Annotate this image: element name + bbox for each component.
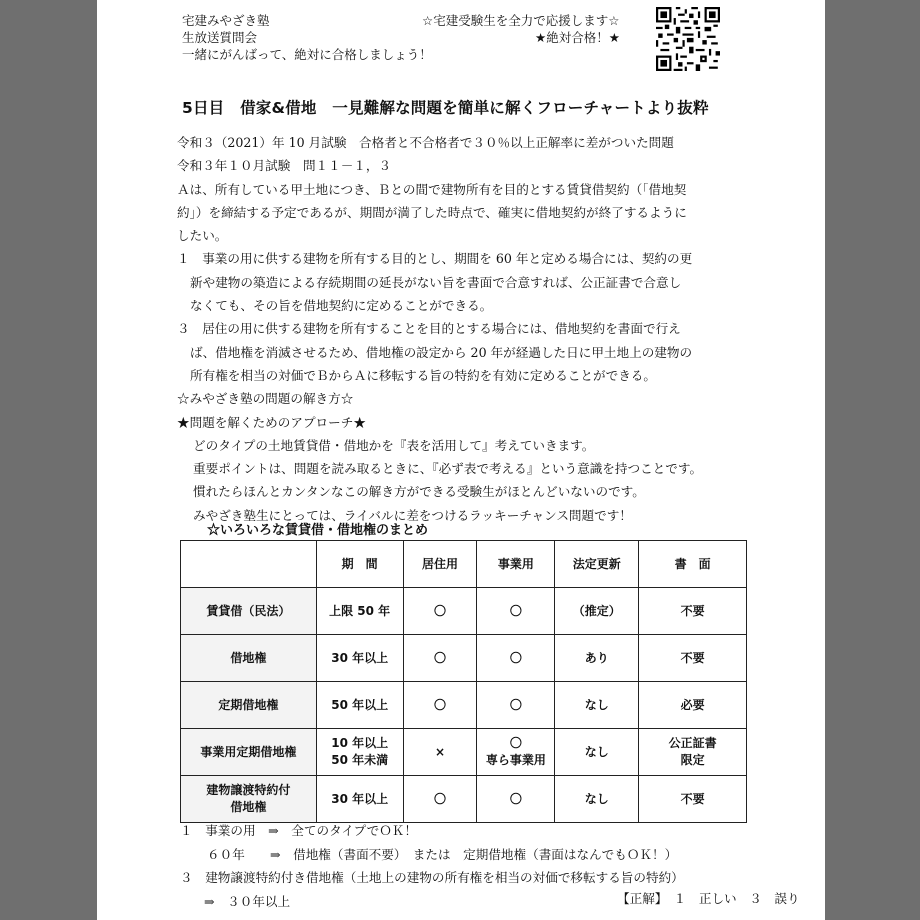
table-cell: 必要 (639, 682, 747, 729)
table-cell: 〇 (477, 682, 555, 729)
table-cell: 〇 (477, 776, 555, 823)
method-line: どのタイプの土地賃貸借・借地かを『表を活用して』考えていきます。 (193, 437, 595, 453)
footer-line: ３ 建物譲渡特約付き借地権（土地上の建物の所有権を相当の対価で移転する旨の特約） (180, 870, 684, 885)
table-cell: 〇 (403, 635, 477, 682)
qr-code-icon (656, 7, 720, 71)
choice3-line: ３ 居住の用に供する建物を所有することを目的とする場合には、借地契約を書面で行え (177, 321, 681, 337)
footer-line: ６０年 ⇒ 借地権（書面不要） または 定期借地権（書面はなんでもＯＫ！） (207, 846, 678, 862)
table-cell: 〇 (403, 682, 477, 729)
header-cell: 書 面 (639, 541, 747, 588)
table-cell: なし (555, 729, 639, 776)
choice3-line: ば、借地権を消滅させるため、借地権の設定から 20 年が経過した日に甲土地上の建物の (190, 344, 693, 360)
table-cell: 不要 (639, 635, 747, 682)
pass-text: ★絶対合格！★ (535, 30, 620, 45)
table-cell (477, 729, 555, 776)
table-cell: 不要 (639, 588, 747, 635)
header-cell: 事業用 (477, 541, 555, 588)
table-cell: 上限 50 年 (316, 588, 403, 635)
table-cell: 〇 (477, 635, 555, 682)
summary-table (180, 540, 747, 823)
header-right (422, 12, 620, 46)
footer-line: ⇒ ３０年以上 (204, 893, 291, 909)
table-cell: 〇 (403, 588, 477, 635)
intro-line: 令和３年１０月試験 問１１－１，３ (177, 158, 392, 174)
cell-line: 限定 (680, 753, 705, 767)
table-cell: 30 年以上 (316, 776, 403, 823)
table-row (181, 729, 747, 776)
table-cell: 30 年以上 (316, 635, 403, 682)
header-cell: 法定更新 (555, 541, 639, 588)
footer-line: １ 事業の用 ⇒ 全てのタイプでＯＫ！ (180, 823, 417, 838)
table-header-row (181, 541, 747, 588)
method-line: 重要ポイントは、問題を読み取るときに、『必ず表で考える』という意識を持つことです。 (193, 461, 703, 477)
table-row (181, 588, 747, 635)
cell-line: 借地権 (230, 800, 267, 814)
header-cell (181, 541, 317, 588)
table-cell: × (403, 729, 477, 776)
answer-text: 【正解】 １ 正しい ３ 誤り (617, 891, 800, 906)
table-cell: なし (555, 682, 639, 729)
row-header: 借地権 (181, 635, 317, 682)
table-cell (639, 729, 747, 776)
table-cell: 〇 (403, 776, 477, 823)
page-title: 5日目 借家&借地 一見難解な問題を簡単に解くフローチャートより抜粋 (182, 99, 709, 117)
header-cell: 居住用 (403, 541, 477, 588)
choice1-line: 新や建物の築造による存続期間の延長がない旨を書面で合意すれば、公正証書で合意し (190, 274, 682, 290)
table-cell: （推定） (555, 588, 639, 635)
table-row (181, 635, 747, 682)
school-name: 宅建みやざき塾 (182, 13, 270, 28)
intro-line: 令和３（2021）年 10 月試験 合格者と不合格者で３０％以上正解率に差がついた問題 (177, 135, 674, 150)
approach-heading: ★問題を解くためのアプローチ★ (177, 414, 366, 430)
table-title: ☆いろいろな賃貸借・借地権のまとめ (207, 523, 429, 538)
row-header (181, 776, 317, 823)
support-text: ☆宅建受験生を全力で応援します☆ (422, 13, 620, 28)
table-cell: なし (555, 776, 639, 823)
header-left (182, 12, 432, 63)
method-heading: ☆みやざき塾の問題の解き方☆ (177, 391, 354, 407)
question-line: 約」）を締結する予定であるが、期間が満了した時点で、確実に借地契約が終了するように (177, 204, 687, 220)
question-line: Ａは、所有している甲土地につき、Ｂとの間で建物所有を目的とする賃貸借契約（「借地契 (177, 181, 687, 197)
table-cell: 不要 (639, 776, 747, 823)
cell-line: 10 年以上 (331, 736, 389, 750)
cell-line: 専ら事業用 (485, 753, 546, 767)
cell-line: 公正証書 (668, 736, 717, 750)
question-body (177, 131, 817, 527)
method-line: 慣れたらほんとカンタンなこの解き方ができる受験生がほとんどいないのです。 (193, 484, 645, 500)
session-name: 生放送質問会 (182, 30, 258, 45)
row-header: 事業用定期借地権 (181, 729, 317, 776)
choice3-line: 所有権を相当の対価でＢからＡに移転する旨の特約を有効に定めることができる。 (190, 367, 656, 383)
row-header: 定期借地権 (181, 682, 317, 729)
table-cell: 50 年以上 (316, 682, 403, 729)
table-cell: 〇 (477, 588, 555, 635)
choice1-line: １ 事業の用に供する建物を所有する目的とし、期間を 60 年と定める場合には、契約の更 (177, 251, 693, 267)
choice1-line: なくても、その旨を借地契約に定めることができる。 (190, 298, 493, 314)
motto: 一緒にがんばって、絶対に合格しましょう！ (182, 47, 432, 62)
row-header: 賃貸借（民法） (181, 588, 317, 635)
table-cell (316, 729, 403, 776)
cell-line: 50 年未満 (331, 753, 389, 767)
method-line: みやざき塾生にとっては、ライバルに差をつけるラッキーチャンス問題です！ (193, 507, 632, 523)
table-row (181, 682, 747, 729)
header-cell: 期 間 (316, 541, 403, 588)
table-row (181, 776, 747, 823)
table-cell: あり (555, 635, 639, 682)
cell-line: 建物譲渡特約付 (206, 783, 291, 797)
question-line: したい。 (177, 228, 228, 244)
document-page (97, 0, 825, 920)
cell-line: 〇 (509, 736, 522, 750)
